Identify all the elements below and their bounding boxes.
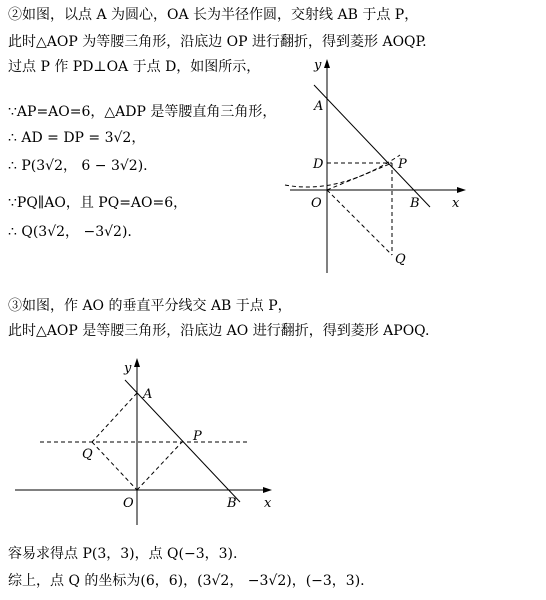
arc — [285, 155, 400, 187]
s2-line-4: ∵AP=AO=6，△ADP 是等腰直角三角形， — [8, 104, 277, 120]
s2-line-3: 过点 P 作 PD⊥OA 于点 D，如图所示， — [8, 59, 261, 75]
label-o: O — [311, 196, 322, 211]
label-a: A — [143, 387, 153, 402]
label-y: y — [314, 58, 322, 73]
segment-oq — [327, 190, 392, 255]
s3-line-1: ③如图，作 AO 的垂直平分线交 AB 于点 P， — [8, 298, 292, 314]
line-ab — [314, 85, 430, 207]
label-y: y — [124, 361, 132, 376]
s2-line-5: ∴ AD = DP = 3√2， — [8, 130, 146, 146]
label-b: B — [410, 196, 420, 211]
label-x: x — [452, 196, 460, 211]
label-d: D — [313, 157, 324, 172]
x-axis-arrow — [263, 487, 272, 493]
label-x: x — [264, 496, 272, 511]
label-q: Q — [395, 252, 406, 267]
y-axis-arrow — [324, 59, 330, 68]
segment-op — [327, 163, 392, 190]
label-o: O — [123, 496, 134, 511]
label-a: A — [314, 99, 324, 114]
label-b: B — [227, 496, 237, 511]
label-p: P — [398, 157, 407, 172]
s2-line-1: ②如图，以点 A 为圆心，OA 长为半径作圆，交射线 AB 于点 P， — [8, 7, 419, 23]
segment-op — [137, 442, 182, 490]
s2-line-8: ∴ Q(3√2， −3√2). — [8, 224, 132, 240]
y-axis-arrow — [134, 358, 140, 367]
label-q: Q — [82, 447, 93, 462]
s2-line-2: 此时△AOP 为等腰三角形，沿底边 OP 进行翻折，得到菱形 AOQP. — [8, 34, 427, 50]
conclusion-line-1: 容易求得点 P(3，3)，点 Q(−3，3). — [8, 546, 238, 562]
figure-section-2 — [280, 55, 480, 280]
s2-line-7: ∵PQ∥AO，且 PQ=AO=6， — [8, 195, 188, 211]
label-p: P — [193, 429, 202, 444]
s2-line-6: ∴ P(3√2， 6 − 3√2). — [8, 158, 148, 174]
conclusion-line-2: 综上，点 Q 的坐标为(6，6)，(3√2， −3√2)，(−3，3). — [8, 573, 365, 589]
segment-aq — [92, 393, 137, 442]
s3-line-2: 此时△AOP 是等腰三角形，沿底边 AO 进行翻折，得到菱形 APOQ. — [8, 323, 430, 339]
segment-qo — [92, 442, 137, 490]
x-axis-arrow — [457, 187, 466, 193]
figure-section-3 — [10, 350, 300, 530]
